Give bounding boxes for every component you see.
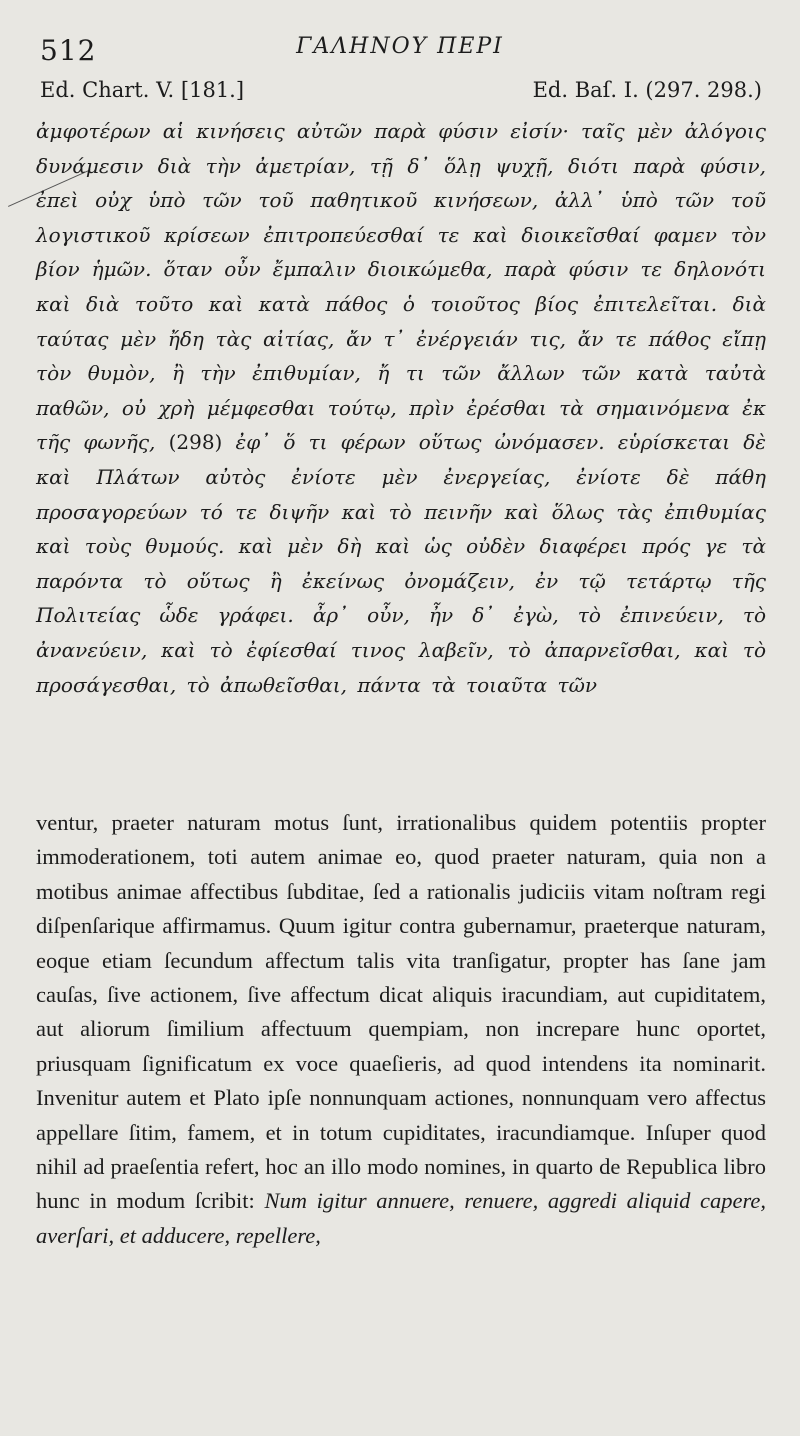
latin-text-block	[36, 806, 766, 1253]
page-number: 512	[40, 34, 97, 67]
latin-text-body: ventur, praeter naturam motus ſunt, irrationalibus quidem potentiis propter immoderationem, toti autem animae eo, quod praeter naturam, quia non a motibus animae affectibus ſubditae, ſed a rationalis judiciis vitam noſtram regi diſpenſarique affirmamus. Quum igitur contra gubernamur, praeterque naturam, eoque etiam ſecundum affectum talis vita tranſigatur, propter has ſane jam cauſas, ſive actionem, ſive affectum dicat aliquis iracundiam, aut cupiditatem, aut aliorum ſimilium affectuum quempiam, non increpare hunc oportet, priusquam ſignificatum ex voce quaeſieris, ad quod intendens ita nominarit. Invenitur autem et Plato ipſe nonnunquam actiones, nonnunquam vero affectus appellare ſitim, famem, et in totum cupiditates, iracundiamque. Inſuper quod nihil ad praeſentia refert, hoc an illo modo nomines, in quarto de Republica libro hunc in modum ſcribit:	[36, 810, 766, 1214]
edition-reference-left: Ed. Chart. V. [181.]	[40, 78, 245, 102]
greek-text-part-2: ἐφ᾽ ὅ τι φέρων οὕτως ὠνόμασεν. εὑρίσκεται δὲ καὶ Πλάτων αὐτὸς ἐνίοτε μὲν ἐνεργείας, ἐνίοτε δὲ πάθη προσαγορεύων τό τε διψῆν καὶ τὸ πεινῆν καὶ ὅλως τὰς ἐπιθυμίας καὶ τοὺς θυμούς. καὶ μὲν δὴ καὶ ὡς οὐδὲν διαφέρει πρός γε τὰ παρόντα τὸ οὕτως ἢ ἐκείνως ὀνομάζειν, ἐν τῷ τετάρτῳ τῆς Πολιτείας ὧδε γράφει. ἆρ᾽ οὖν, ἦν δ᾽ ἐγὼ, τὸ ἐπινεύειν, τὸ ἀνανεύειν, καὶ τὸ ἐφίεσθαί τινος λαβεῖν, τὸ ἀπαρνεῖσθαι, καὶ τὸ προσάγεσθαι, τὸ ἀπωθεῖσθαι, πάντα τὰ τοιαῦτα τῶν	[36, 430, 767, 697]
greek-text-part-1: ἀμφοτέρων αἱ κινήσεις αὐτῶν παρὰ φύσιν εἰσίν· ταῖς μὲν ἀλόγοις δυνάμεσιν διὰ τὴν ἀμετρίαν, τῇ δ᾽ ὅλῃ ψυχῇ, διότι παρὰ φύσιν, ἐπεὶ οὐχ ὑπὸ τῶν τοῦ παθητικοῦ κινήσεων, ἀλλ᾽ ὑπὸ τῶν τοῦ λογιστικοῦ κρίσεων ἐπιτροπεύεσθαί τε καὶ διοικεῖσθαί φαμεν τὸν βίον ἡμῶν. ὅταν οὖν ἔμπαλιν διοικώμεθα, παρὰ φύσιν τε δηλονότι καὶ διὰ τοῦτο καὶ κατὰ πάθος ὁ τοιοῦτος βίος ἐπιτελεῖται. διὰ ταύτας μὲν ἤδη τὰς αἰτίας, ἄν τ᾽ ἐνέργειάν τις, ἄν τε πάθος εἴπῃ τὸν θυμὸν, ἢ τὴν ἐπιθυμίαν, ἤ τι τῶν ἄλλων τῶν κατὰ ταὐτὰ παθῶν, οὐ χρὴ μέμφεσθαι τούτῳ, πρὶν ἐρέσθαι τὰ σημαινόμενα ἐκ τῆς φωνῆς,	[36, 119, 766, 455]
edition-reference-right: Ed. Baſ. I. (297. 298.)	[532, 78, 762, 102]
greek-text-block	[36, 114, 766, 702]
page-marker: (298)	[168, 430, 223, 455]
latin-quotation: Num igitur annuere, renuere, aggredi aliquid capere, averſari, et adducere, repellere,	[36, 1188, 767, 1248]
running-head: ΓΑΛΗΝΟΥ ΠΕΡΙ	[296, 34, 504, 59]
